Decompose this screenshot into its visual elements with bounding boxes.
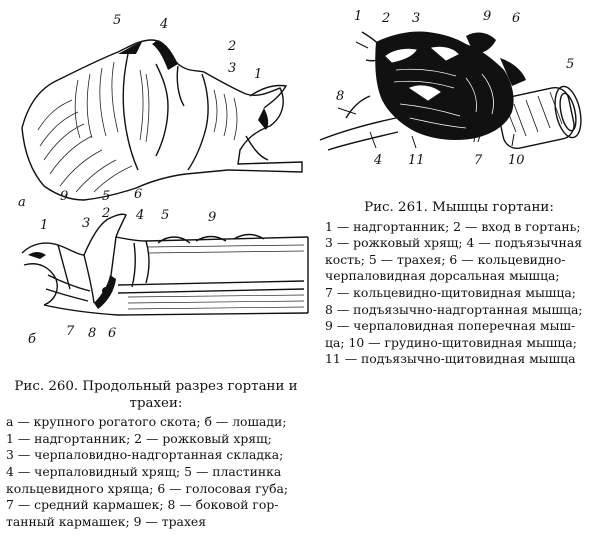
caption-line: танный кармашек; 9 — трахея	[6, 513, 207, 529]
callout-1: 1	[254, 67, 263, 82]
caption-line: 11 — подъязычно-щитовидная мышца	[325, 351, 576, 367]
figure-260-panel-a	[18, 10, 330, 220]
panel-label-a: а	[18, 195, 26, 210]
larynx-section-illustration-b	[18, 205, 330, 365]
callout-2: 2	[102, 206, 111, 221]
callout-9: 9	[483, 9, 492, 24]
caption-line: а — крупного рогатого скота; б — лошади;	[6, 414, 287, 430]
callout-5: 5	[566, 57, 575, 72]
caption-line: 4 — черпаловидный хрящ; 5 — пластинка	[6, 463, 282, 479]
caption-line: черпаловидная дорсальная мышца;	[325, 268, 560, 284]
caption-line: ца; 10 — грудино-щитовидная мышца;	[325, 334, 577, 350]
callout-7: 7	[474, 153, 483, 168]
caption-line: кость; 5 — трахея; 6 — кольцевидно-	[325, 251, 566, 267]
callout-2: 2	[382, 11, 391, 26]
caption-line: 1 — надгортанник; 2 — рожковый хрящ;	[6, 430, 272, 446]
callout-5: 5	[161, 208, 170, 223]
callout-4: 4	[136, 208, 145, 223]
caption-title: Рис. 260. Продольный разрез гортани и трахеи:	[14, 379, 298, 411]
figure-261	[316, 8, 596, 180]
callout-6: 6	[512, 11, 521, 26]
callout-4: 4	[160, 17, 169, 32]
callout-9: 9	[208, 210, 217, 225]
callout-5b: 5	[102, 189, 111, 204]
callout-2: 2	[228, 39, 237, 54]
callout-3: 3	[82, 216, 91, 231]
callout-11: 11	[408, 153, 425, 168]
callout-3: 3	[412, 11, 421, 26]
callout-1: 1	[354, 9, 363, 24]
larynx-muscles-illustration	[316, 8, 596, 180]
caption-line: 9 — черпаловидная поперечная мыш-	[325, 318, 576, 334]
callout-8: 8	[336, 89, 345, 104]
callout-9: 9	[60, 189, 69, 204]
panel-label-b: б	[28, 332, 36, 347]
figure-260-caption	[6, 379, 306, 530]
callout-10: 10	[508, 153, 525, 168]
caption-line: 3 — черпаловидно-надгортанная складка;	[6, 447, 284, 463]
callout-6: 6	[108, 326, 117, 341]
figure-261-caption	[325, 200, 593, 368]
callout-6: 6	[134, 187, 143, 202]
figure-260-panel-b	[18, 205, 330, 365]
caption-line: 7 — кольцевидно-щитовидная мышца;	[325, 284, 576, 300]
callout-7: 7	[66, 324, 75, 339]
callout-8: 8	[88, 326, 97, 341]
caption-line: кольцевидного хряща; 6 — голосовая губа;	[6, 480, 289, 496]
caption-line: 8 — подъязычно-надгортанная мышца;	[325, 301, 583, 317]
callout-5: 5	[113, 13, 122, 28]
caption-line: 7 — средний кармашек; 8 — боковой гор-	[6, 497, 279, 513]
caption-line: 3 — рожковый хрящ; 4 — подъязычная	[325, 235, 583, 251]
callout-4: 4	[374, 153, 383, 168]
callout-3: 3	[228, 61, 237, 76]
caption-title: Рис. 261. Мышцы гортани:	[364, 200, 554, 215]
caption-line: 1 — надгортанник; 2 — вход в гортань;	[325, 218, 581, 234]
callout-1: 1	[40, 218, 49, 233]
